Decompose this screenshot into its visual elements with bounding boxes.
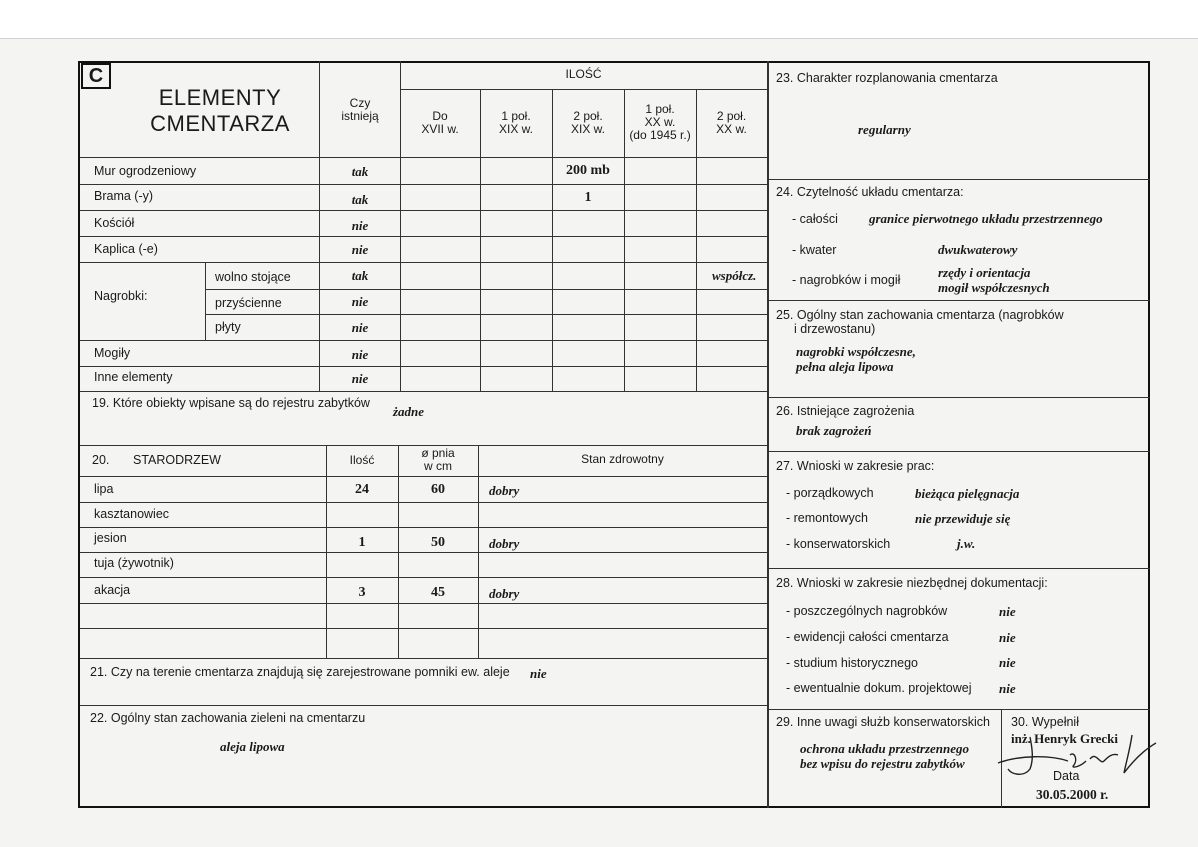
header-col-2: 1 poł. XIX w. <box>498 109 533 136</box>
q29-label: 29. Inne uwagi służb konserwatorskich <box>776 715 991 729</box>
q24-kwater: dwukwaterowy <box>938 242 1018 257</box>
q22-label: 22. Ogólny stan zachowania zieleni na cmentarzu <box>90 711 366 725</box>
q25-answer-2: pełna aleja lipowa <box>796 359 894 374</box>
header-czy: Czy istnieją <box>341 96 379 123</box>
q23-label: 23. Charakter rozplanowania cmentarza <box>776 71 998 85</box>
q27-porz-label: - porządkowych <box>786 486 874 500</box>
q24-nagrobkow-1: rzędy i orientacja <box>938 265 1031 280</box>
header-ilosc: ILOŚĆ <box>565 67 602 81</box>
q28-item-value: nie <box>999 655 1016 670</box>
row-label-przyscienne: przyścienne <box>215 296 282 310</box>
row-val-brama: 1 <box>584 190 592 205</box>
q24-label: 24. Czytelność układu cmentarza: <box>776 185 964 199</box>
q23-answer: regularny <box>858 122 911 137</box>
row-label-wolno: wolno stojące <box>215 270 291 284</box>
tree-pien: 45 <box>431 585 445 600</box>
q27-porz: bieżąca pielęgnacja <box>915 486 1020 501</box>
row-label-mogily: Mogiły <box>94 346 131 360</box>
row-val-wolno: współcz. <box>712 268 757 283</box>
q30-date-label: Data <box>1053 769 1080 783</box>
q27-rem-label: - remontowych <box>786 511 868 525</box>
q29-answer-2: bez wpisu do rejestru zabytków <box>800 756 965 771</box>
q28-item-label: - ewidencji całości cmentarza <box>786 630 949 644</box>
form-title-line1: ELEMENTY <box>158 85 282 110</box>
q28-item-label: - poszczególnych nagrobków <box>786 604 948 618</box>
header-col-4: 1 poł. XX w. (do 1945 r.) <box>629 102 691 142</box>
q27-kons: j.w. <box>957 536 976 551</box>
row-label-kaplica: Kaplica (-e) <box>94 242 158 256</box>
row-exists-plyty: nie <box>351 320 369 335</box>
q22-answer: aleja lipowa <box>220 739 285 754</box>
tree-ilosc: 1 <box>358 535 366 550</box>
q27-rem: nie przewiduje się <box>915 511 1011 526</box>
tree-ilosc: 24 <box>355 482 369 497</box>
q28-label: 28. Wnioski w zakresie niezbędnej dokumentacji: <box>776 576 1048 590</box>
q30-name: inż. Henryk Grecki <box>1011 731 1119 746</box>
tree-stan: dobry <box>489 586 520 601</box>
tree-name: kasztanowiec <box>94 507 170 521</box>
row-exists-kosciol: nie <box>351 218 369 233</box>
row-label-brama: Brama (-y) <box>94 189 154 203</box>
row-exists-przyscienne: nie <box>351 294 369 309</box>
q24-calosci: granice pierwotnego układu przestrzennego <box>869 211 1103 226</box>
tree-name: akacja <box>94 583 131 597</box>
tree-name: lipa <box>94 482 114 496</box>
q24-nagrobkow-2: mogił współczesnych <box>938 280 1050 295</box>
q26-answer: brak zagrożeń <box>796 423 872 438</box>
row-val-mur: 200 mb <box>566 163 610 178</box>
q21-label: 21. Czy na terenie cmentarza znajdują się zarejestrowane pomniki ew. aleje <box>90 665 510 679</box>
q28-item-label: - studium historycznego <box>786 656 919 670</box>
q25-label-2: i drzewostanu) <box>794 322 876 336</box>
section-letter: C <box>81 63 111 89</box>
tree-name: jesion <box>94 531 127 545</box>
q29-answer-1: ochrona układu przestrzennego <box>800 741 970 756</box>
q19-label: 19. Które obiekty wpisane są do rejestru zabytków <box>92 396 370 410</box>
tree-ilosc: 3 <box>358 585 366 600</box>
header-col-3: 2 poł. XIX w. <box>570 109 605 136</box>
signature <box>990 725 1165 785</box>
q19-answer: żadne <box>393 404 425 419</box>
row-label-mur: Mur ogrodzeniowy <box>94 164 197 178</box>
q30-date: 30.05.2000 r. <box>1036 787 1109 802</box>
q24-nagrobkow-label: - nagrobków i mogił <box>792 273 901 287</box>
q28-item-value: nie <box>999 604 1016 619</box>
q20-number: 20. <box>92 453 110 467</box>
row-exists-inne: nie <box>351 371 369 386</box>
q28-item-value: nie <box>999 681 1016 696</box>
q21-answer: nie <box>530 666 547 681</box>
row-exists-wolno: tak <box>351 268 369 283</box>
q30-label: 30. Wypełnił <box>1011 715 1079 729</box>
q25-label-1: 25. Ogólny stan zachowania cmentarza (nagrobków <box>776 308 1064 322</box>
row-label-kosciol: Kościół <box>94 216 135 230</box>
q20-title: STARODRZEW <box>133 453 221 467</box>
q28-item-value: nie <box>999 630 1016 645</box>
q20-col-stan: Stan zdrowotny <box>581 452 664 466</box>
q25-answer-1: nagrobki współczesne, <box>796 344 916 359</box>
form-title-line2: CMENTARZA <box>150 111 290 136</box>
tree-stan: dobry <box>489 483 520 498</box>
tree-stan: dobry <box>489 536 520 551</box>
q26-label: 26. Istniejące zagrożenia <box>776 404 915 418</box>
q27-kons-label: - konserwatorskich <box>786 537 891 551</box>
q28-item-label: - ewentualnie dokum. projektowej <box>786 681 972 695</box>
row-label-inne: Inne elementy <box>94 370 173 384</box>
q20-col-pien: ø pnia w cm <box>421 446 455 473</box>
q24-calosci-label: - całości <box>792 212 838 226</box>
tree-pien: 60 <box>431 482 445 497</box>
q24-kwater-label: - kwater <box>792 243 837 257</box>
row-exists-kaplica: nie <box>351 242 369 257</box>
row-exists-mur: tak <box>351 164 369 179</box>
row-label-plyty: płyty <box>215 320 241 334</box>
q27-label: 27. Wnioski w zakresie prac: <box>776 459 935 473</box>
tree-name: tuja (żywotnik) <box>94 556 174 570</box>
row-exists-mogily: nie <box>351 347 369 362</box>
row-exists-brama: tak <box>351 192 369 207</box>
row-label-nagrobki: Nagrobki: <box>94 289 148 303</box>
q20-col-ilosc: Ilość <box>349 453 375 467</box>
tree-pien: 50 <box>431 535 445 550</box>
header-col-5: 2 poł. XX w. <box>716 109 747 136</box>
top-paper-strip <box>0 0 1198 39</box>
header-col-1: Do XVII w. <box>421 109 459 136</box>
